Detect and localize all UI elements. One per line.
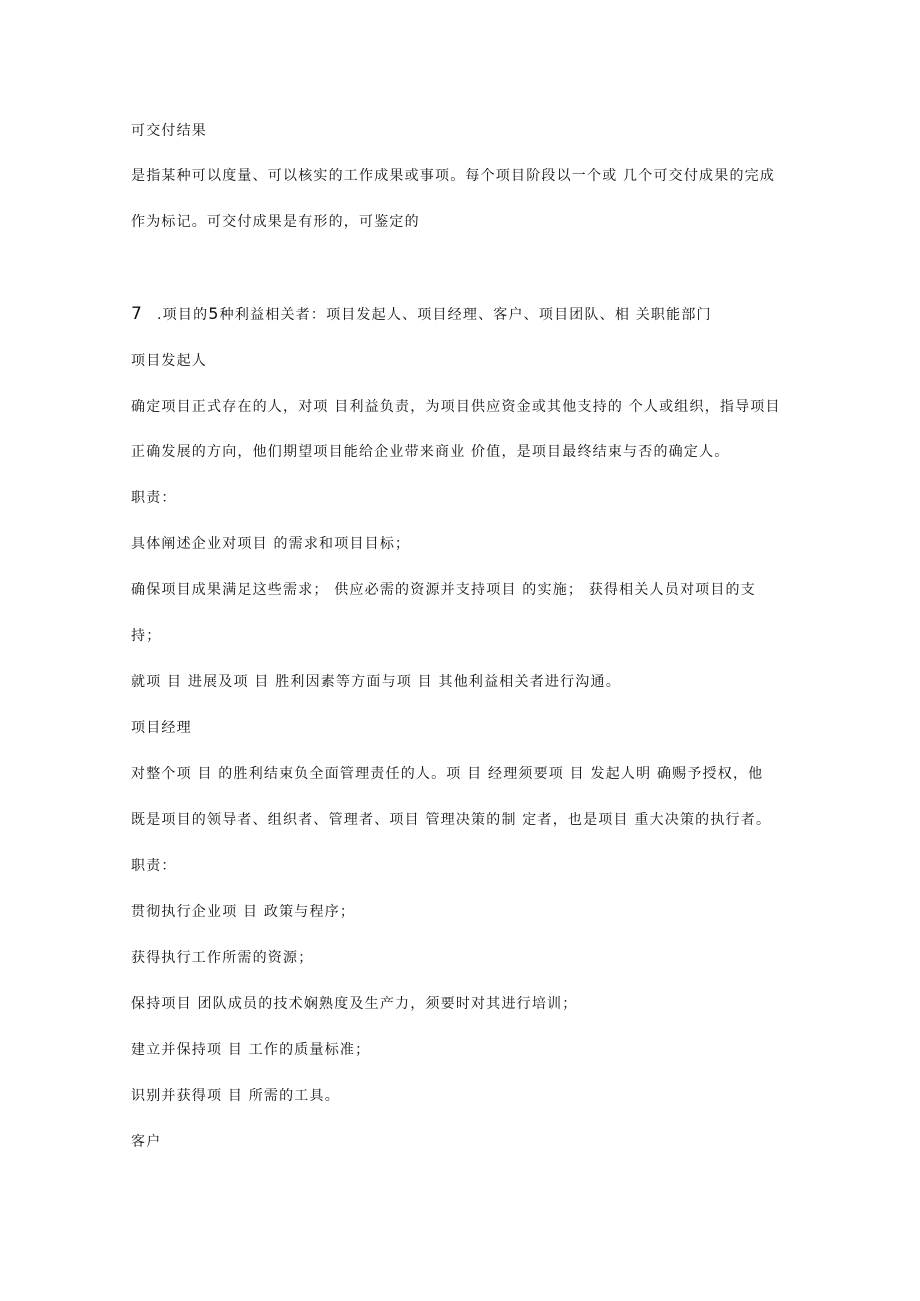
list-item: 建立并保持项 目 工作的质量标准； bbox=[131, 1042, 371, 1058]
list-item: 保持项目 团队成员的技术娴熟度及生产力，须要时对其进行培训； bbox=[131, 996, 578, 1012]
list-item-continuation: 持； bbox=[131, 628, 162, 644]
term-deliverable: 可交付结果 bbox=[131, 123, 207, 139]
list-item: 识别并获得项 目 所需的工具。 bbox=[131, 1088, 340, 1104]
subheading-project-manager: 项目经理 bbox=[131, 720, 192, 736]
label-responsibilities: 职责： bbox=[131, 490, 177, 506]
section-number: 7 bbox=[131, 304, 144, 324]
paragraph-line: 是指某种可以度量、可以核实的工作成果或事项。每个项目阶段以一个或 几个可交付成果的完成 bbox=[131, 168, 776, 184]
paragraph-line: 对整个项 目 的胜利结束负全面管理责任的人。项 目 经理须要项 目 发起人明 确赐予授权，他 bbox=[131, 766, 764, 782]
list-item: 就项 目 进展及项 目 胜利因素等方面与项 目 其他利益相关者进行沟通。 bbox=[131, 674, 621, 690]
list-item: 具体阐述企业对项目 的需求和项目目标； bbox=[131, 536, 411, 552]
list-item: 获得执行工作所需的资源； bbox=[131, 950, 314, 966]
subheading-project-sponsor: 项目发起人 bbox=[131, 353, 207, 369]
paragraph-line: 作为标记。可交付成果是有形的，可鉴定的 bbox=[131, 214, 420, 230]
section-heading-post: 种利益相关者：项目发起人、项目经理、客户、项目团队、相 关职能部门 bbox=[219, 307, 712, 323]
label-responsibilities: 职责： bbox=[131, 858, 177, 874]
section-heading-7 bbox=[131, 304, 811, 325]
paragraph-line: 确定项目正式存在的人，对项 目利益负责，为项目供应资金或其他支持的 个人或组织，指导项目 bbox=[131, 399, 781, 415]
paragraph-line: 既是项目的领导者、组织者、管理者、项目 管理决策的制 定者，也是项目 重大决策的执行者。 bbox=[131, 812, 772, 828]
section-heading-pre: .项目的 bbox=[157, 307, 209, 323]
list-item: 确保项目成果满足这些需求； 供应必需的资源并支持项目 的实施； 获得相关人员对项目的支 bbox=[131, 582, 756, 598]
stakeholder-count: 5 bbox=[208, 304, 220, 323]
paragraph-line: 正确发展的方向，他们期望项目能给企业带来商业 价值，是项目最终结束与否的确定人。 bbox=[131, 444, 730, 460]
subheading-customer: 客户 bbox=[131, 1134, 162, 1150]
list-item: 贯彻执行企业项 目 政策与程序； bbox=[131, 904, 356, 920]
